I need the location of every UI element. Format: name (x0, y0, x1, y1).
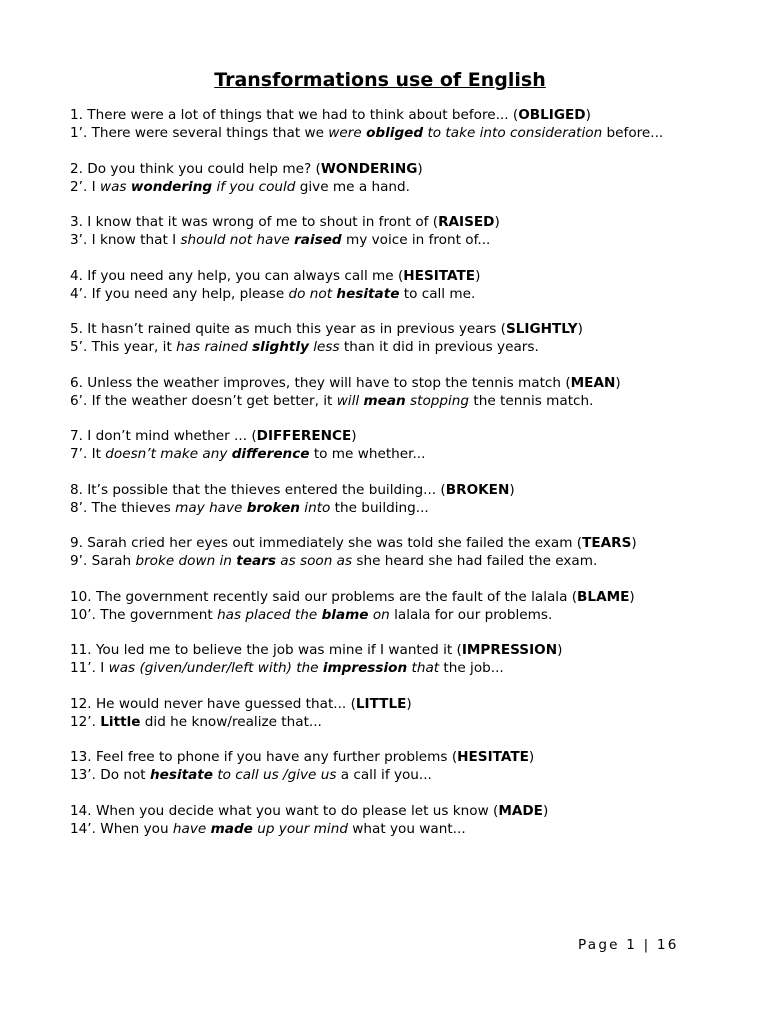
rewritten-sentence (70, 392, 690, 410)
text-segment: 11. You led me to believe the job was mine if I wanted it ( (70, 642, 462, 658)
keyword: wondering (130, 178, 213, 195)
text-segment: if you could (212, 178, 296, 195)
rewritten-sentence (70, 713, 690, 731)
rewritten-sentence (70, 338, 690, 356)
page-title: Transformations use of English (214, 69, 546, 91)
keyword: BROKEN (445, 481, 510, 498)
text-segment: 6. Unless the weather improves, they will have to stop the tennis match ( (70, 374, 571, 391)
keyword: hesitate (336, 285, 400, 302)
keyword: TEARS (582, 535, 632, 551)
text-segment: less (308, 339, 340, 355)
rewritten-sentence (70, 552, 690, 570)
text-segment: were (328, 125, 367, 141)
text-segment: 10. The government recently said our problems are the fault of the lalala ( (70, 588, 578, 605)
text-segment: 6’. If the weather doesn’t get better, it (70, 392, 337, 409)
page-number-footer: Page 1 | 16 (578, 937, 679, 953)
text-segment: 13’. Do not (70, 767, 150, 783)
exercise-item (70, 374, 690, 410)
text-segment: 12’. (70, 713, 101, 730)
text-segment: 14. When you decide what you want to do please let us know ( (70, 802, 499, 819)
text-segment: will (336, 392, 364, 409)
text-segment: 4. If you need any help, you can always call me ( (70, 267, 404, 284)
text-segment: to me whether... (309, 446, 426, 462)
keyword: BLAME (577, 588, 630, 605)
text-segment: ) (542, 802, 549, 819)
keyword: HESITATE (403, 267, 476, 284)
text-segment: 1’. There were several things that we (70, 125, 329, 141)
rewritten-sentence (70, 231, 690, 249)
text-segment: to call us /give us (213, 767, 337, 783)
keyword: obliged (366, 125, 424, 141)
keyword: MEAN (570, 374, 616, 391)
keyword: SLIGHTLY (505, 321, 578, 337)
original-sentence (70, 106, 690, 124)
text-segment: was (given/under/left with) the (108, 660, 323, 676)
keyword: hesitate (149, 767, 213, 783)
text-segment: 7. I don’t mind whether ... ( (70, 428, 257, 444)
keyword: IMPRESSION (461, 642, 558, 658)
keyword: Little (100, 713, 141, 730)
text-segment: 7’. It (70, 446, 106, 462)
text-segment: to call me. (399, 285, 476, 302)
text-segment: 9. Sarah cried her eyes out immediately she was told she failed the exam ( (70, 535, 583, 551)
text-segment: do not (288, 285, 337, 302)
text-segment: ) (631, 535, 637, 551)
keyword: slightly (252, 339, 309, 355)
original-sentence (70, 641, 690, 659)
text-segment: 5’. This year, it (70, 339, 177, 355)
text-segment: that (407, 660, 440, 676)
text-segment: 13. Feel free to phone if you have any further problems ( (70, 749, 458, 765)
text-segment: 8. It’s possible that the thieves entered the building... ( (70, 481, 446, 498)
keyword: broken (246, 499, 300, 516)
exercise-item (70, 641, 690, 677)
exercise-item (70, 695, 690, 731)
original-sentence (70, 213, 690, 231)
rewritten-sentence (70, 820, 690, 838)
text-segment: 3’. I know that I (70, 232, 181, 248)
text-segment: than it did in previous years. (339, 339, 539, 355)
rewritten-sentence (70, 285, 690, 303)
text-segment: 2’. I (70, 178, 100, 195)
text-segment: ) (585, 107, 591, 123)
keyword: LITTLE (355, 695, 407, 712)
text-segment: 10’. The government (70, 606, 218, 623)
text-segment: ) (406, 695, 412, 712)
original-sentence (70, 374, 690, 392)
exercise-item (70, 534, 690, 570)
keyword: MADE (498, 802, 543, 819)
exercise-item (70, 213, 690, 249)
rewritten-sentence (70, 445, 690, 463)
text-segment: as soon as (275, 553, 353, 569)
exercise-item (70, 267, 690, 303)
text-segment: lalala for our problems. (389, 606, 553, 623)
keyword: WONDERING (320, 160, 418, 177)
rewritten-sentence (70, 766, 690, 784)
exercise-item (70, 802, 690, 838)
rewritten-sentence (70, 178, 690, 196)
original-sentence (70, 267, 690, 285)
exercise-item (70, 320, 690, 356)
original-sentence (70, 160, 690, 178)
original-sentence (70, 320, 690, 338)
text-segment: 9’. Sarah (70, 553, 136, 569)
exercise-item (70, 748, 690, 784)
text-segment: ) (351, 428, 357, 444)
keyword: impression (322, 660, 408, 676)
text-segment: did he know/realize that... (140, 713, 322, 730)
text-segment: to take into consideration (423, 125, 607, 141)
text-segment: 5. It hasn’t rained quite as much this year as in previous years ( (70, 321, 506, 337)
document-page (70, 60, 690, 855)
text-segment: ) (509, 481, 515, 498)
text-segment: 11’. I (70, 660, 109, 676)
keyword: HESITATE (457, 749, 529, 765)
keyword: difference (231, 446, 310, 462)
keyword: mean (363, 392, 406, 409)
text-segment: broke down in (135, 553, 237, 569)
text-segment: a call if you... (336, 767, 432, 783)
text-segment: ) (417, 160, 423, 177)
rewritten-sentence (70, 606, 690, 624)
text-segment: the job... (439, 660, 504, 676)
text-segment: was (99, 178, 131, 195)
text-segment: my voice in front of... (341, 232, 491, 248)
original-sentence (70, 695, 690, 713)
text-segment: ) (528, 749, 535, 765)
text-segment: ) (577, 321, 583, 337)
keyword: DIFFERENCE (256, 428, 352, 444)
rewritten-sentence (70, 659, 690, 677)
original-sentence (70, 481, 690, 499)
original-sentence (70, 802, 690, 820)
keyword: OBLIGED (518, 107, 586, 123)
text-segment: on (368, 606, 390, 623)
keyword: raised (294, 232, 342, 248)
text-segment: may have (175, 499, 247, 516)
text-segment: 2. Do you think you could help me? ( (70, 160, 321, 177)
text-segment: she heard she had failed the exam. (352, 553, 598, 569)
text-segment: ) (475, 267, 481, 284)
exercise-item (70, 481, 690, 517)
text-segment: should not have (180, 232, 295, 248)
exercise-item (70, 588, 690, 624)
text-segment: doesn’t make any (105, 446, 232, 462)
text-segment: 1. There were a lot of things that we had to think about before... ( (70, 107, 519, 123)
text-segment: ) (557, 642, 563, 658)
exercise-item (70, 427, 690, 463)
keyword: RAISED (438, 214, 495, 230)
original-sentence (70, 534, 690, 552)
text-segment: what you want... (347, 820, 466, 837)
text-segment: 8’. The thieves (70, 499, 176, 516)
text-segment: 4’. If you need any help, please (70, 285, 289, 302)
text-segment: ) (494, 214, 500, 230)
keyword: blame (321, 606, 369, 623)
exercise-item (70, 160, 690, 196)
exercise-item (70, 106, 690, 142)
text-segment: 12. He would never have guessed that... ( (70, 695, 356, 712)
text-segment: ) (629, 588, 635, 605)
text-segment: up your mind (252, 820, 348, 837)
original-sentence (70, 588, 690, 606)
text-segment: ) (615, 374, 621, 391)
text-segment: give me a hand. (295, 178, 410, 195)
rewritten-sentence (70, 124, 690, 142)
text-segment: have (172, 820, 211, 837)
rewritten-sentence (70, 499, 690, 517)
text-segment: the tennis match. (469, 392, 594, 409)
original-sentence (70, 427, 690, 445)
text-segment: has placed the (217, 606, 322, 623)
text-segment: before... (606, 125, 664, 141)
text-segment: 3. I know that it was wrong of me to shout in front of ( (70, 214, 439, 230)
text-segment: 14’. When you (70, 820, 173, 837)
original-sentence (70, 748, 690, 766)
text-segment: the building... (330, 499, 429, 516)
item-list (70, 106, 690, 838)
keyword: tears (236, 553, 276, 569)
text-segment: stopping (405, 392, 470, 409)
keyword: made (210, 820, 253, 837)
text-segment: has rained (176, 339, 253, 355)
text-segment: into (299, 499, 331, 516)
